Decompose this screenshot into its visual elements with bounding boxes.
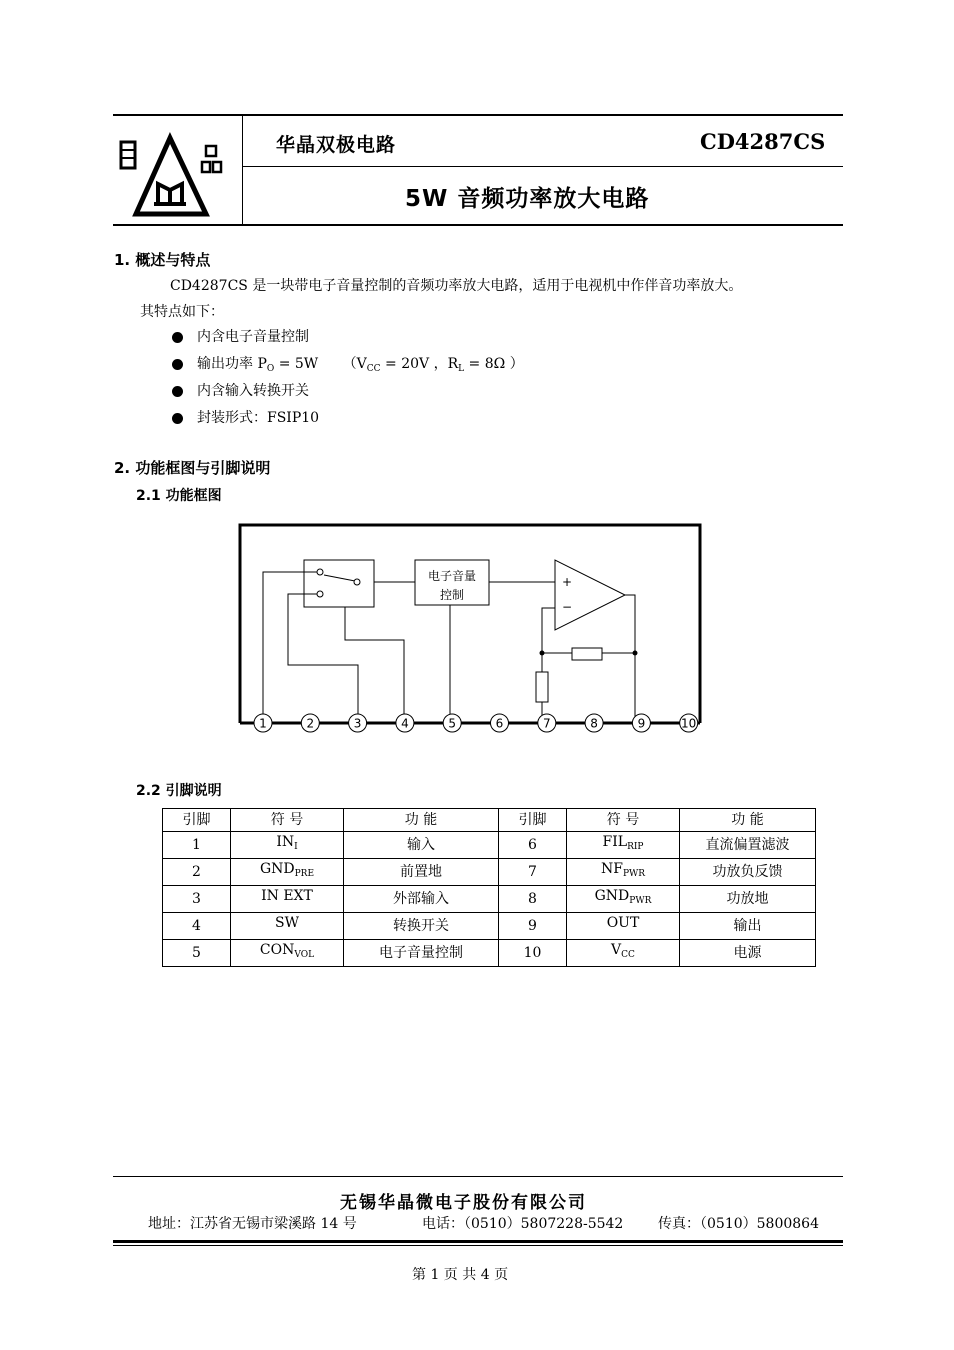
table-row — [163, 859, 816, 886]
pin-function: 电源 — [680, 940, 816, 967]
pin-number: 8 — [499, 886, 567, 913]
header-divider — [242, 114, 243, 226]
volume-block-label: 控制 — [439, 588, 465, 602]
pin-symbol: SW — [231, 913, 344, 940]
header-top-rule — [113, 114, 843, 116]
pin-label: 4 — [401, 716, 409, 731]
page-number: 第 1 页 共 4 页 — [412, 1267, 509, 1283]
pin-label: 1 — [259, 716, 267, 731]
pin-number: 5 — [163, 940, 231, 967]
pin-function: 输入 — [344, 832, 499, 859]
pin-number: 1 — [163, 832, 231, 859]
pin-label: 3 — [353, 716, 362, 731]
features-lead: 其特点如下： — [140, 304, 224, 320]
footer-bottom-rule — [113, 1240, 843, 1243]
footer-company-name: 无锡华晶微电子股份有限公司 — [340, 1193, 587, 1213]
pin-number: 3 — [163, 886, 231, 913]
pin-symbol: $GND_{PWR}$ — [567, 886, 680, 913]
pin-number: 2 — [163, 859, 231, 886]
pin-label: 8 — [590, 716, 598, 731]
footer-phone: 电话：（0510）5807228-5542 — [422, 1216, 624, 1232]
pin-symbol: $V_{CC}$ — [567, 940, 680, 967]
feature-item: 封装形式：FSIP10 — [172, 409, 319, 427]
footer-fax: 传真：（0510）5800864 — [658, 1216, 819, 1232]
pin-symbol: $CON_{VOL}$ — [231, 940, 344, 967]
footer-top-rule — [113, 1176, 843, 1177]
pin-table — [162, 808, 816, 967]
part-number: CD4287CS — [700, 129, 826, 154]
page-title: 5W 音频功率放大电路 — [405, 186, 650, 212]
table-header-cell: 符 号 — [567, 809, 680, 832]
pin-label: 6 — [495, 716, 504, 731]
pin-function: 功放负反馈 — [680, 859, 816, 886]
amp-minus-sign: − — [561, 600, 573, 614]
table-header-cell: 引脚 — [163, 809, 231, 832]
pin-label: 7 — [542, 716, 551, 731]
table-header-cell: 符 号 — [231, 809, 344, 832]
bullet-icon — [172, 332, 183, 343]
pin-symbol: IN EXT — [231, 886, 344, 913]
section1-heading: 1. 概述与特点 — [114, 251, 211, 269]
feature-item: 内含输入转换开关 — [172, 382, 309, 400]
header-bottom-rule — [113, 224, 843, 226]
feature-item: 内含电子音量控制 — [172, 328, 309, 346]
section2-heading: 2. 功能框图与引脚说明 — [114, 459, 271, 477]
pin-symbol: OUT — [567, 913, 680, 940]
pin-symbol: $GND_{PRE}$ — [231, 859, 344, 886]
pin-function: 输出 — [680, 913, 816, 940]
pin-description-heading: 2.2 引脚说明 — [136, 783, 222, 799]
pin-function: 转换开关 — [344, 913, 499, 940]
pin-function: 电子音量控制 — [344, 940, 499, 967]
bullet-icon — [172, 359, 183, 370]
company-logo — [118, 128, 234, 220]
block-diagram — [230, 515, 710, 745]
pin-function: 功放地 — [680, 886, 816, 913]
pin-label: 10 — [681, 716, 697, 731]
block-diagram-heading: 2.1 功能框图 — [136, 488, 222, 504]
footer-address: 地址：江苏省无锡市梁溪路 14 号 — [148, 1216, 357, 1232]
pin-symbol: $IN_I$ — [231, 832, 344, 859]
footer-bottom-rule-thin — [113, 1245, 843, 1246]
table-header-cell: 功 能 — [680, 809, 816, 832]
pin-symbol: $FIL_{RIP}$ — [567, 832, 680, 859]
pin-number: 7 — [499, 859, 567, 886]
table-header-cell: 功 能 — [344, 809, 499, 832]
pin-label: 9 — [637, 716, 646, 731]
table-header-cell: 引脚 — [499, 809, 567, 832]
table-header-row — [163, 809, 816, 832]
pin-number: 9 — [499, 913, 567, 940]
header-mid-rule — [242, 166, 843, 167]
pin-function: 前置地 — [344, 859, 499, 886]
bullet-icon — [172, 413, 183, 424]
pin-function: 外部输入 — [344, 886, 499, 913]
pin-number: 4 — [163, 913, 231, 940]
company-short-name: 华晶双极电路 — [276, 134, 397, 156]
table-row — [163, 913, 816, 940]
table-row — [163, 940, 816, 967]
amp-plus-sign: + — [561, 575, 573, 589]
feature-item: 输出功率 $P_O = 5W$ （$V_{CC} = 20V$ ，$R_L = 8\Omega$ ） — [172, 355, 524, 378]
table-row — [163, 832, 816, 859]
pin-function: 直流偏置滤波 — [680, 832, 816, 859]
pin-label: 2 — [306, 716, 315, 731]
pin-number: 6 — [499, 832, 567, 859]
pin-label: 5 — [448, 716, 457, 731]
pin-symbol: $NF_{PWR}$ — [567, 859, 680, 886]
bullet-icon — [172, 386, 183, 397]
table-row — [163, 886, 816, 913]
pin-number: 10 — [499, 940, 567, 967]
volume-block-label: 电子音量 — [427, 569, 477, 583]
section1-intro: CD4287CS 是一块带电子音量控制的音频功率放大电路，适用于电视机中作伴音功率放大。 — [170, 278, 743, 294]
